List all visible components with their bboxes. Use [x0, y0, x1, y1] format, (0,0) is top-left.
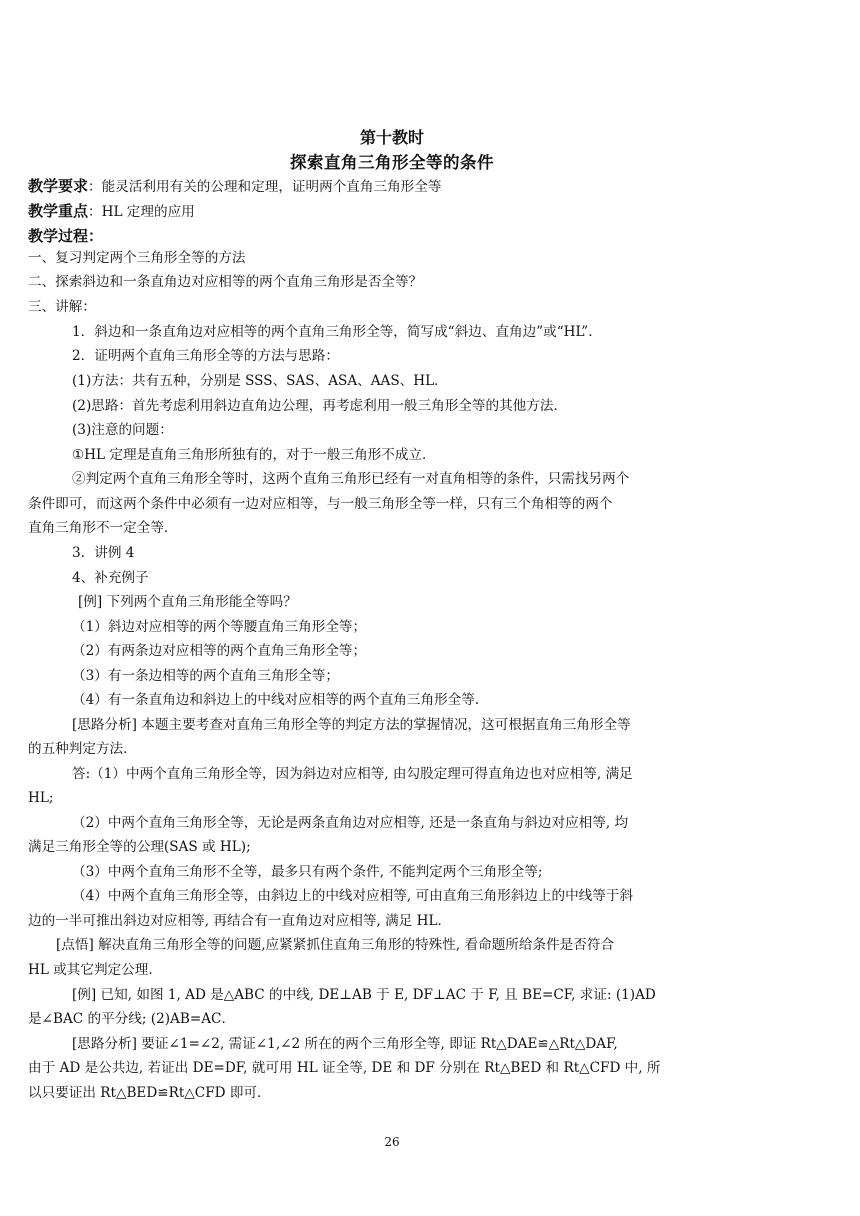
body-line: 2．证明两个直角三角形全等的方法与思路： [72, 348, 339, 364]
process-label: 教学过程： [28, 227, 104, 245]
body-line: （4）有一条直角边和斜边上的中线对应相等的两个直角三角形全等． [72, 692, 489, 708]
body-line: （1）斜边对应相等的两个等腰直角三角形全等； [72, 619, 367, 635]
body-line: 直角三角形不一定全等． [28, 520, 178, 536]
body-line: [思路分析] 本题主要考查对直角三角形全等的判定方法的掌握情况，这可根据直角三角形全等 [72, 717, 631, 733]
body-line: 一、复习判定两个三角形全等的方法 [28, 250, 246, 266]
body-line: 4、补充例子 [72, 570, 149, 586]
body-line: 3．讲例 4 [72, 545, 135, 561]
teaching-focus [28, 201, 750, 223]
body-line: （2）中两个直角三角形全等，无论是两条直角边对应相等, 还是一条直角与斜边对应相等, 均 [72, 815, 629, 831]
body-line: (3)注意的问题： [72, 422, 173, 438]
page-number: 26 [384, 1135, 400, 1149]
body-line: (2)思路：首先考虑利用斜边直角边公理，再考虑利用一般三角形全等的其他方法． [72, 398, 568, 414]
body-line: 1．斜边和一条直角边对应相等的两个直角三角形全等，简写成“斜边、直角边”或“HL”. [72, 324, 593, 340]
requirement-text: ：能灵活利用有关的公理和定理，证明两个直角三角形全等 [88, 179, 442, 195]
body-line: 边的一半可推出斜边对应相等, 再结合有一直角边对应相等, 满足 HL． [28, 913, 452, 929]
focus-text: ：HL 定理的应用 [88, 204, 195, 220]
body-line: [例] 下列两个直角三角形能全等吗？ [78, 594, 297, 610]
body-line: (1)方法：共有五种，分别是 SSS、SAS、ASA、AAS、HL． [72, 373, 448, 389]
teaching-process [28, 226, 750, 248]
body-line: 的五种判定方法． [28, 741, 137, 757]
body-line: HL; [28, 790, 54, 806]
body-line: （4）中两个直角三角形全等，由斜边上的中线对应相等, 可由直角三角形斜边上的中线等于斜 [72, 888, 634, 904]
body-line: 二、探索斜边和一条直角边对应相等的两个直角三角形是否全等？ [28, 274, 423, 290]
body-line: ①HL 定理是直角三角形所独有的，对于一般三角形不成立． [72, 447, 436, 463]
body-line: [例] 已知, 如图 1, AD 是△ABC 的中线, DE⊥AB 于 E, DF⊥AC 于 F, 且 BE=CF, 求证: (1)AD [72, 987, 656, 1003]
body-line: 由于 AD 是公共边, 若证出 DE=DF, 就可用 HL 证全等, DE 和 DF 分别在 Rt△BED 和 Rt△CFD 中, 所 [28, 1060, 661, 1076]
body-line: [点悟] 解决直角三角形全等的问题,应紧紧抓住直角三角形的特殊性, 看命题所给条件是否符合 [56, 937, 615, 953]
body-line: HL 或其它判定公理． [28, 962, 162, 978]
body-line: （3）有一条边相等的两个直角三角形全等； [72, 668, 339, 684]
body-line: 满足三角形全等的公理(SAS 或 HL); [28, 839, 251, 855]
body-line: （2）有两条边对应相等的两个直角三角形全等； [72, 643, 367, 659]
teaching-requirement [28, 176, 750, 198]
body-line: 是∠BAC 的平分线; (2)AB=AC． [28, 1011, 236, 1027]
body-line: （3）中两个直角三角形不全等，最多只有两个条件, 不能判定两个三角形全等; [72, 864, 543, 880]
focus-label: 教学重点 [28, 202, 89, 220]
body-line: 以只要证出 Rt△BED≌Rt△CFD 即可． [28, 1085, 271, 1101]
lesson-subtitle: 探索直角三角形全等的条件 [290, 153, 494, 172]
body-line: 答:（1）中两个直角三角形全等，因为斜边对应相等, 由勾股定理可得直角边也对应相等, 满足 [72, 766, 633, 782]
body-line: 三、讲解： [28, 299, 96, 315]
body-line: [思路分析] 要证∠1=∠2, 需证∠1,∠2 所在的两个三角形全等, 即证 Rt△DAE≌△Rt△DAF, [72, 1036, 618, 1052]
body-line: 条件即可，而这两个条件中必须有一边对应相等，与一般三角形全等一样，只有三个角相等的两个 [28, 496, 613, 512]
body-line: ②判定两个直角三角形全等时，这两个直角三角形已经有一对直角相等的条件，只需找另两个 [72, 471, 630, 487]
requirement-label: 教学要求 [28, 177, 89, 195]
lesson-title: 第十教时 [359, 128, 424, 147]
